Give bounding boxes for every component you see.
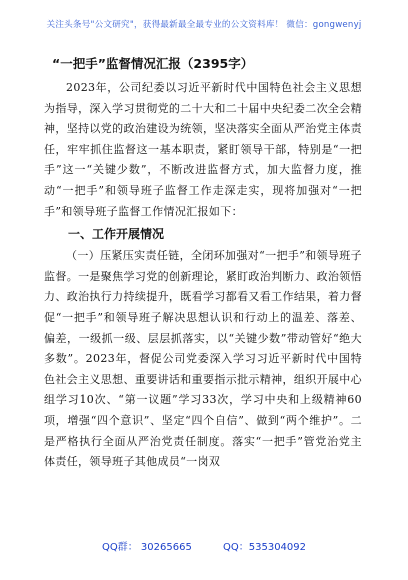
header-banner: 关注头条号"公文研究"，获得最新最全最专业的公文资料库！ 微信：gongwenyj — [46, 20, 362, 30]
footer-contacts — [0, 538, 408, 553]
intro-paragraph: 2023年，公司纪委以习近平新时代中国特色社会主义思想为指导，深入学习贯彻党的二十大和二十届中央纪委二次全会精神，坚持以党的政治建设为统领，坚决落实全面从严治党主体责任，牢牢抓住监督这一基本职责，紧盯领导干部，特别是“一把手”这一“关键少数”，不断改进监督方式，加大监督力度，推动“一把手”和领导班子监督工作走深走实，现将加强对“一把手”和领导班子监督工作情况汇报如下： — [44, 81, 362, 218]
footer-qq-group: QQ群： 30265665 — [101, 542, 192, 553]
footer-qq: QQ：535304092 — [223, 542, 307, 553]
section-paragraph: （一）压紧压实责任链，全闭环加强对“一把手”和领导班子监督。一是聚焦学习党的创新理论，紧盯政治判断力、政治领悟力、政治执行力持续提升，既看学习都看又看工作结果，着力督促“一把手”和领导班子解决思想认识和行动上的温差、落差、偏差，一级抓一级、层层抓落实，以“关键少数”带动管好“绝大多数”。2023年，督促公司党委深入学习习近平新时代中国特色社会主义思想、重要讲话和重要指示批示精神，组织开展中心组学习10次、“第一议题”学习33次，学习中央和上级精神60项，增强“四个意识”、坚定“四个自信”、做到“两个维护”。二是严格执行全面从严治党责任制度。落实“一把手”管党治党主体责任，领导班子其他成员“一岗双 — [44, 249, 362, 469]
document-body — [44, 54, 362, 473]
section-heading: 一、工作开展情况 — [68, 227, 165, 242]
document-title: “一把手”监督情况汇报（2395字） — [52, 56, 254, 71]
